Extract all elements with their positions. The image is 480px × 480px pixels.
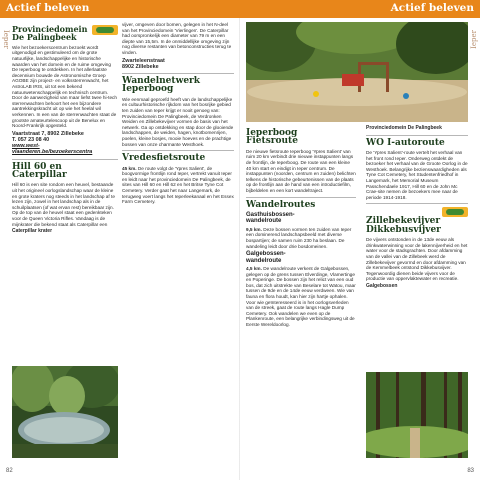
wandelnetwerk-text: Wie eenmaal geproefd heeft van de landschappelijke en cultuurhistorische rijkdom van het bosrijke gebied ten zuiden van Ieper krijgt er nooit genoeg van: Provinciedomein De Palingbeek, de Verdronken Weiden en Zillebekevijver vormen de basis van het netwerk. Ga op ontdekking en stap door de glooiende landschappen, de weiden, hagen, knotbomenrijen, poelen, kleine bosjes, mooie hoeves en de prachtige bossen van onze charmante Westhoek. (122, 96, 234, 147)
galgebossen-photo-caption: Galgebossen (366, 282, 398, 289)
galgebossen-text: 4,5 km. De wandelroute verkent de Galgebossen, gelegen op de grens tussen Elverdinge, Vlamertinge en Poperinge. De bossen zijn het relict van een oud bos, dat zich uitstrekte van Beselare tot Watou, maar tussen de 9de en de 14de eeuw verdween. Wie van fauna en flora houdt, kan hier zijn hartje ophalen. Voor wie geïnteresseerd is in het oorlogsverleden van de streek, gaat de route langs Hagle Dump Cemetery. Ook wandelen we even op de Plankenroute, een belangrijke verbindingsweg uit de Eerste Wereldoorlog. (246, 265, 356, 327)
right-column-2 (366, 126, 468, 290)
gasthuisbossen-text: 9,5 km. Deze bossen vormen ten zuiden van Ieper een dominerend landschapsbeeld met diverse bospartijen; de samen ruim 230 ha beslaan. De wandeling leidt door drie bosdomeinen. (246, 226, 352, 249)
left-header-title: Actief beleven (6, 2, 90, 14)
caterpillar-address-street: Zwarteleenstraat (122, 57, 165, 64)
provinciedomein-website-link[interactable]: www.west-vlaanderen.be/bezoekerscentra (12, 143, 93, 156)
caterpillar-address-city: 8902 Zillebeke (122, 63, 159, 70)
hill60-title: Hill 60 en Caterpillar (12, 161, 67, 180)
ieperboog-fietsroute-text: De nieuwe fietsroute Ieperboog 'Ypres Salient' van ruim 20 km verbindt drie nieuwe instappunten langs de frontlijn, de Ieperboog. De route van een kleine 40 km start en eindigt in Ieper centrum. De instappunten (noorden, centrum en zuiden) belichten telkens de historische gebeurtenissen van de plaats op de frontlijn aan de hand van een introductiefilm, bijbeldelen en een kort wandeltraject. (246, 148, 356, 193)
section-divider (246, 197, 356, 198)
playground-photo (246, 22, 468, 122)
zillebekevijver-text: De vijvers ontstonden in de 13de eeuw als drinkwaterwinning voor de lakennijverheid en het water voor de stadsgrachten. Door afdamming van de vallei van de Zillebeek werd de Zillebekevijver gevormd en door afdamming van de Kemmelbeek ontstond Dikkebusvijver. Tegenwoordig dienen beide vijvers voor de productie van oppervlaktewater en recreatie. (366, 237, 468, 282)
wandelroutes-title: Wandelroutes (246, 199, 316, 210)
palingbeek-photo-caption: Provinciedomein De Palingbeek (366, 125, 442, 131)
zillebekevijver-title: Zillebekevijver Dikkebusvijver (366, 207, 468, 234)
section-divider (12, 159, 118, 160)
galgebossen-forest-photo (366, 372, 468, 458)
left-column-2 (122, 22, 234, 207)
vredesfietsroute-text: 45 km. De route volgt de 'Ypres Salient', de boogvormige frontlijn rond Ieper, vertrekt vanuit Ieper en leidt naar het provinciedomein De Palingbeek, de sites van Hill 60 en Hill 62 en het Britse Tyne Cot Cemetery. Verder gaat het naar Langemark, de terugweg voert langs het Ieperleekanaal en het Essex Farm Cemetery. (122, 165, 234, 205)
galgebossen-title: Galgebossen- wandelroute (246, 251, 286, 264)
right-side-tab: Ieper (470, 30, 478, 49)
provinciedomein-text: Wie het bezoekerscentrum bezoekt wordt uitgenodigd en gestimuleerd om de grote natuurlijke, landschappelijke en historische waarden van het domein en de ruime omgeving De Ieperboog te ontdekken. In het allerlaatste decennium bouwde de Astronomische Groep AGOBE zijn project- en volkssterrenwacht, het AstroLAB IRIS, uit tot een bekend natuurwetenschappelijk en technisch centrum. Door de aanwezigheid van maar liefst twee hi-tech sterrenwachten behoort het een bijzondere aantrekkingskracht uit op wie het heelal wil verkennen. In een van de sterrenwachten staat de grootste amateurtelescoop uit de Benelux en Noord-Frankrijk opgesteld. (12, 44, 118, 129)
right-header-title: Actief beleven (390, 2, 474, 14)
section-divider (366, 203, 468, 204)
westhoek-logo-icon (92, 25, 118, 35)
section-divider (122, 150, 234, 151)
section-divider (366, 135, 468, 136)
provinciedomein-phone: T. 057 23 08 40 (12, 136, 50, 143)
caterpillar-crater-photo (12, 366, 118, 458)
right-page-number: 83 (467, 468, 474, 474)
left-side-tab: Ieper (2, 30, 10, 49)
provinciedomein-title: Provinciedomein De Palingbeek (12, 25, 118, 42)
vredesfietsroute-title: Vredesfietsroute (122, 153, 206, 164)
section-divider (122, 73, 234, 74)
wo1-autoroute-title: WO I-autoroute (366, 137, 445, 148)
wo1-autoroute-text: De 'Ypres Salient'-route vertelt het verhaal van het front rond Ieper. Onderweg ontdekt de bezoeker het verhaal van de Groote Oorlog in de Westhoek. Belangrijke bezienswaardigheden als Tyne Cot Cemetery, het Studentenfriedhof in Langemark, het Memorial Museum Passchendaele 1917, Hill 60 en de John Mc Crae-site nemen de bezoekers mee naar de periode 1914-1918. (366, 150, 468, 200)
caterpillar-text-continued: vijver, omgeven door bomen, gelegen in het N-deel van het Provinciedomein 'Vierlingen'. De Caterpillar had oorspronkelijk een diameter van 79 m en een diepte van 15,5m. In de onmiddellijke omgeving zijn nog diverse restanten van betonconstructies terug te vinden. (122, 22, 232, 55)
wandelnetwerk-title: Wandelnetwerk Ieperboog (122, 75, 201, 95)
right-page (240, 0, 480, 480)
right-column-1 (246, 126, 356, 330)
hill60-text: Hill 60 is een site rondom een heuvel, bestaande uit het origineel oorlogslandschap waar de kleine en grote kraters nog steeds in het landschap af te lezen zijn, zowel in het landschap als in de schuilplaatsen (of wat ervan rest) bereikbaar zijn. Op de top van de heuvel staat een gedenkteken voor de Queen Victoria Rifles. Vandaag is de mijnkrater die bekend staat als Caterpillar een (12, 182, 115, 227)
westhoek-logo-icon (442, 207, 468, 217)
gasthuisbossen-title: Gasthuisbossen- wandelroute (246, 211, 295, 225)
left-page-number: 82 (6, 468, 13, 474)
caterpillar-photo-caption: Caterpillar krater (12, 228, 53, 235)
provinciedomein-address: Vaartstraat 7, 8902 Zillebeke (12, 130, 84, 137)
left-column-1 (12, 22, 118, 235)
ieperboog-fietsroute-title: Ieperboog Fietsroute (246, 128, 298, 147)
